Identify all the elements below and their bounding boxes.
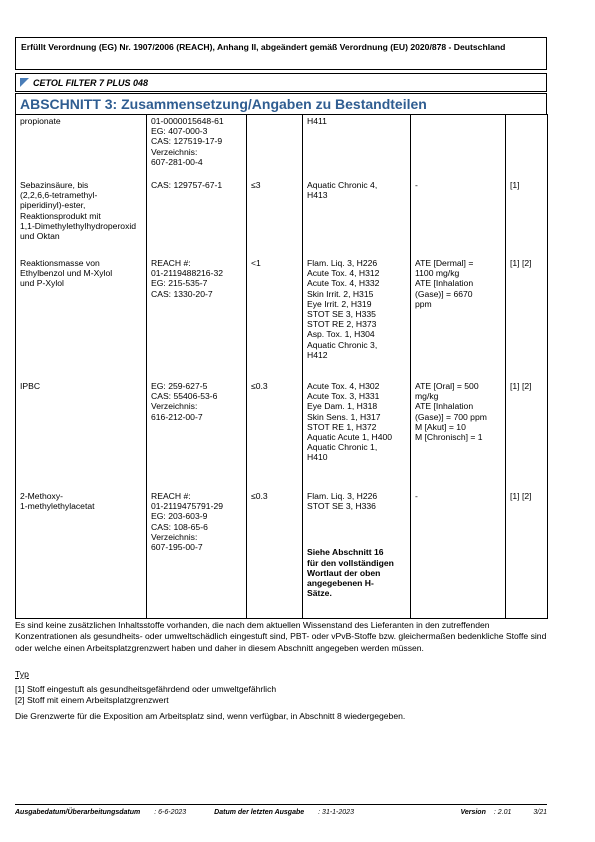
cell-line: EG: 407-000-3	[151, 126, 208, 137]
version-label: Version	[460, 809, 486, 816]
see-section-line: Sätze.	[307, 588, 332, 599]
cell-conc	[247, 379, 303, 489]
cell-line: STOT RE 1, H372	[307, 421, 377, 432]
page-footer	[15, 804, 547, 816]
cell-line: CAS: 1330-20-7	[151, 288, 213, 299]
cell-line: EG: 203-603-9	[151, 511, 208, 522]
cell-ate	[411, 256, 506, 379]
cell-line: (2,2,6,6-tetramethyl-	[20, 190, 98, 201]
see-section-16-note	[307, 547, 406, 598]
regulation-header	[15, 37, 547, 70]
regulation-text: Erfüllt Verordnung (EG) Nr. 1907/2006 (REACH), Anhang II, abgeändert gemäß Verordnung (EU) 2020/878 - Deutschland	[21, 42, 506, 52]
cell-type	[506, 256, 548, 379]
cell-line: ATE [Inhalation	[415, 278, 474, 289]
cell-value: [1] [2]	[510, 258, 532, 268]
last-issue-label: Datum der letzten Ausgabe	[214, 809, 305, 816]
cell-ids	[147, 178, 247, 256]
cell-class	[303, 114, 411, 178]
product-name: CETOL FILTER 7 PLUS 048	[33, 77, 149, 88]
cell-line: Aquatic Chronic 4,	[307, 180, 378, 190]
cell-line: Ethylbenzol und M-Xylol	[20, 268, 113, 279]
legend-item-2: [2] Stoff mit einem Arbeitsplatzgrenzwert	[15, 695, 169, 706]
cell-conc	[247, 114, 303, 178]
cell-ids	[147, 379, 247, 489]
cell-line: Verzeichnis:	[151, 401, 198, 412]
cell-line: 607-195-00-7	[151, 542, 203, 553]
cell-ids	[147, 256, 247, 379]
cell-type	[506, 489, 548, 618]
cell-name	[16, 114, 147, 178]
cell-line: 607-281-00-4	[151, 156, 203, 167]
cell-line: 01-0000015648-61	[151, 116, 224, 126]
see-section-line: für den vollständigen	[307, 557, 394, 568]
cell-line: 1,1-Dimethylethylhydroperoxid	[20, 220, 137, 231]
cell-line: Verzeichnis:	[151, 146, 198, 157]
cell-line: ATE [Dermal] =	[415, 258, 474, 268]
cell-line: Acute Tox. 4, H312	[307, 268, 380, 279]
version-value: : 2.01	[493, 809, 512, 816]
cell-line: Skin Irrit. 2, H315	[307, 288, 374, 299]
cell-class	[303, 256, 411, 379]
cell-line: M [Akut] = 10	[415, 421, 466, 432]
section-title-bar	[15, 93, 547, 115]
cell-line: Verzeichnis:	[151, 531, 198, 542]
cell-class	[303, 379, 411, 489]
cell-name	[16, 379, 147, 489]
cell-ate	[411, 114, 506, 178]
cell-line: EG: 215-535-7	[151, 278, 208, 289]
cell-line: Eye Irrit. 2, H319	[307, 298, 372, 309]
cell-line: REACH #:	[151, 258, 191, 268]
type-legend	[15, 684, 276, 707]
composition-table	[15, 114, 548, 619]
cell-line: ATE [Inhalation	[415, 401, 474, 412]
cell-line: H411	[307, 116, 327, 126]
cell-value: ≤0.3	[251, 381, 268, 391]
cell-line: -	[415, 180, 418, 190]
cell-line: piperidinyl)-ester,	[20, 200, 86, 211]
table-row	[16, 114, 548, 178]
cell-line: STOT RE 2, H373	[307, 319, 377, 330]
cell-line: Reaktionsprodukt mit	[20, 210, 101, 221]
cell-line: Flam. Liq. 3, H226	[307, 258, 378, 268]
cell-line: Acute Tox. 3, H331	[307, 391, 380, 402]
cell-line: CAS: 108-65-6	[151, 521, 208, 532]
cell-line: 616-212-00-7	[151, 411, 203, 422]
cell-line: Aquatic Acute 1, H400	[307, 432, 393, 443]
cell-line: Skin Sens. 1, H317	[307, 411, 381, 422]
cell-line: 2-Methoxy-	[20, 491, 63, 501]
cell-value: <1	[251, 258, 261, 268]
cell-line: Asp. Tox. 1, H304	[307, 329, 375, 340]
typ-heading: Typ	[15, 669, 29, 679]
cell-line: 1-methylethylacetat	[20, 501, 95, 512]
cell-line: Aquatic Chronic 1,	[307, 442, 378, 453]
cell-value: ≤3	[251, 180, 261, 190]
cell-line: 1100 mg/kg	[415, 268, 460, 279]
cell-conc	[247, 178, 303, 256]
cell-line: CAS: 129757-67-1	[151, 180, 223, 190]
see-section-line: angegebenen H-	[307, 578, 374, 589]
cell-line: (Gase)] = 6670	[415, 288, 473, 299]
section-title: ABSCHNITT 3: Zusammensetzung/Angaben zu Bestandteilen	[20, 96, 427, 112]
see-section-line: Wortlaut der oben	[307, 567, 381, 578]
cell-class	[303, 489, 411, 618]
cell-ids	[147, 489, 247, 618]
cell-line: Reaktionsmasse von	[20, 258, 100, 268]
cell-line: ppm	[415, 298, 432, 309]
cell-ate	[411, 379, 506, 489]
cell-value: [1] [2]	[510, 491, 532, 501]
cell-line: (Gase)] = 700 ppm	[415, 411, 487, 422]
table-row	[16, 489, 548, 618]
legend-item-1: [1] Stoff eingestuft als gesundheitsgefährdend oder umweltgefährlich	[15, 684, 277, 694]
cell-ate	[411, 489, 506, 618]
corner-triangle-icon	[20, 78, 29, 87]
cell-conc	[247, 256, 303, 379]
last-issue-value: : 31-1-2023	[318, 809, 354, 816]
cell-line: REACH #:	[151, 491, 191, 501]
cell-line: STOT SE 3, H336	[307, 501, 376, 512]
cell-line: IPBC	[20, 381, 41, 391]
cell-line: H412	[307, 349, 328, 360]
product-name-bar	[15, 73, 547, 92]
cell-line: H410	[307, 452, 328, 463]
cell-line: Sebazinsäure, bis	[20, 180, 89, 190]
cell-class	[303, 178, 411, 256]
cell-type	[506, 178, 548, 256]
cell-line: propionate	[20, 116, 61, 126]
cell-line: CAS: 127519-17-9	[151, 136, 223, 147]
cell-name	[16, 256, 147, 379]
see-section-line: Siehe Abschnitt 16	[307, 547, 384, 558]
cell-line: H413	[307, 190, 328, 201]
cell-line: ATE [Oral] = 500	[415, 381, 479, 391]
cell-value: [1]	[510, 180, 520, 190]
table-row	[16, 379, 548, 489]
cell-value: [1] [2]	[510, 381, 532, 391]
cell-line: Acute Tox. 4, H302	[307, 381, 380, 391]
notes-paragraph: Es sind keine zusätzlichen Inhaltsstoffe vorhanden, die nach dem aktuellen Wissenstand des Lieferanten in den zutreffenden Konzentrationen als gesundheits- oder umweltschädlich eingestuft sind, PBT- oder vPvB-Stoffe bzw. gleichermaßen bedenkliche Stoffe sind oder welche einen Arbeitsplatzgrenzwert haben und daher in diesem Abschnitt angegeben werden müssen.	[15, 620, 547, 653]
cell-line: M [Chronisch] = 1	[415, 432, 483, 443]
issue-date-label: Ausgabedatum/Überarbeitungsdatum	[15, 809, 141, 816]
cell-line: mg/kg	[415, 391, 439, 402]
cell-line: und Oktan	[20, 231, 60, 242]
cell-value: ≤0.3	[251, 491, 268, 501]
cell-line: -	[415, 491, 418, 501]
table-row	[16, 178, 548, 256]
cell-conc	[247, 489, 303, 618]
page-number: 3/21	[533, 809, 547, 816]
cell-type	[506, 114, 548, 178]
cell-line: 01-2119488216-32	[151, 268, 223, 279]
cell-line: STOT SE 3, H335	[307, 309, 376, 320]
cell-name	[16, 489, 147, 618]
cell-line: Flam. Liq. 3, H226	[307, 491, 378, 501]
cell-ate	[411, 178, 506, 256]
cell-line: Eye Dam. 1, H318	[307, 401, 378, 412]
cell-line: 01-2119475791-29	[151, 501, 223, 512]
cell-name	[16, 178, 147, 256]
cell-type	[506, 379, 548, 489]
table-row	[16, 256, 548, 379]
cell-line: Aquatic Chronic 3,	[307, 339, 378, 350]
exposure-limits-note: Die Grenzwerte für die Exposition am Arbeitsplatz sind, wenn verfügbar, in Abschnitt 8 wiedergegeben.	[15, 711, 406, 721]
cell-line: EG: 259-627-5	[151, 381, 208, 391]
cell-ids	[147, 114, 247, 178]
issue-date-value: : 6-6-2023	[154, 809, 187, 816]
cell-line: CAS: 55406-53-6	[151, 391, 218, 402]
cell-line: und P-Xylol	[20, 278, 64, 289]
cell-line: Acute Tox. 4, H332	[307, 278, 380, 289]
